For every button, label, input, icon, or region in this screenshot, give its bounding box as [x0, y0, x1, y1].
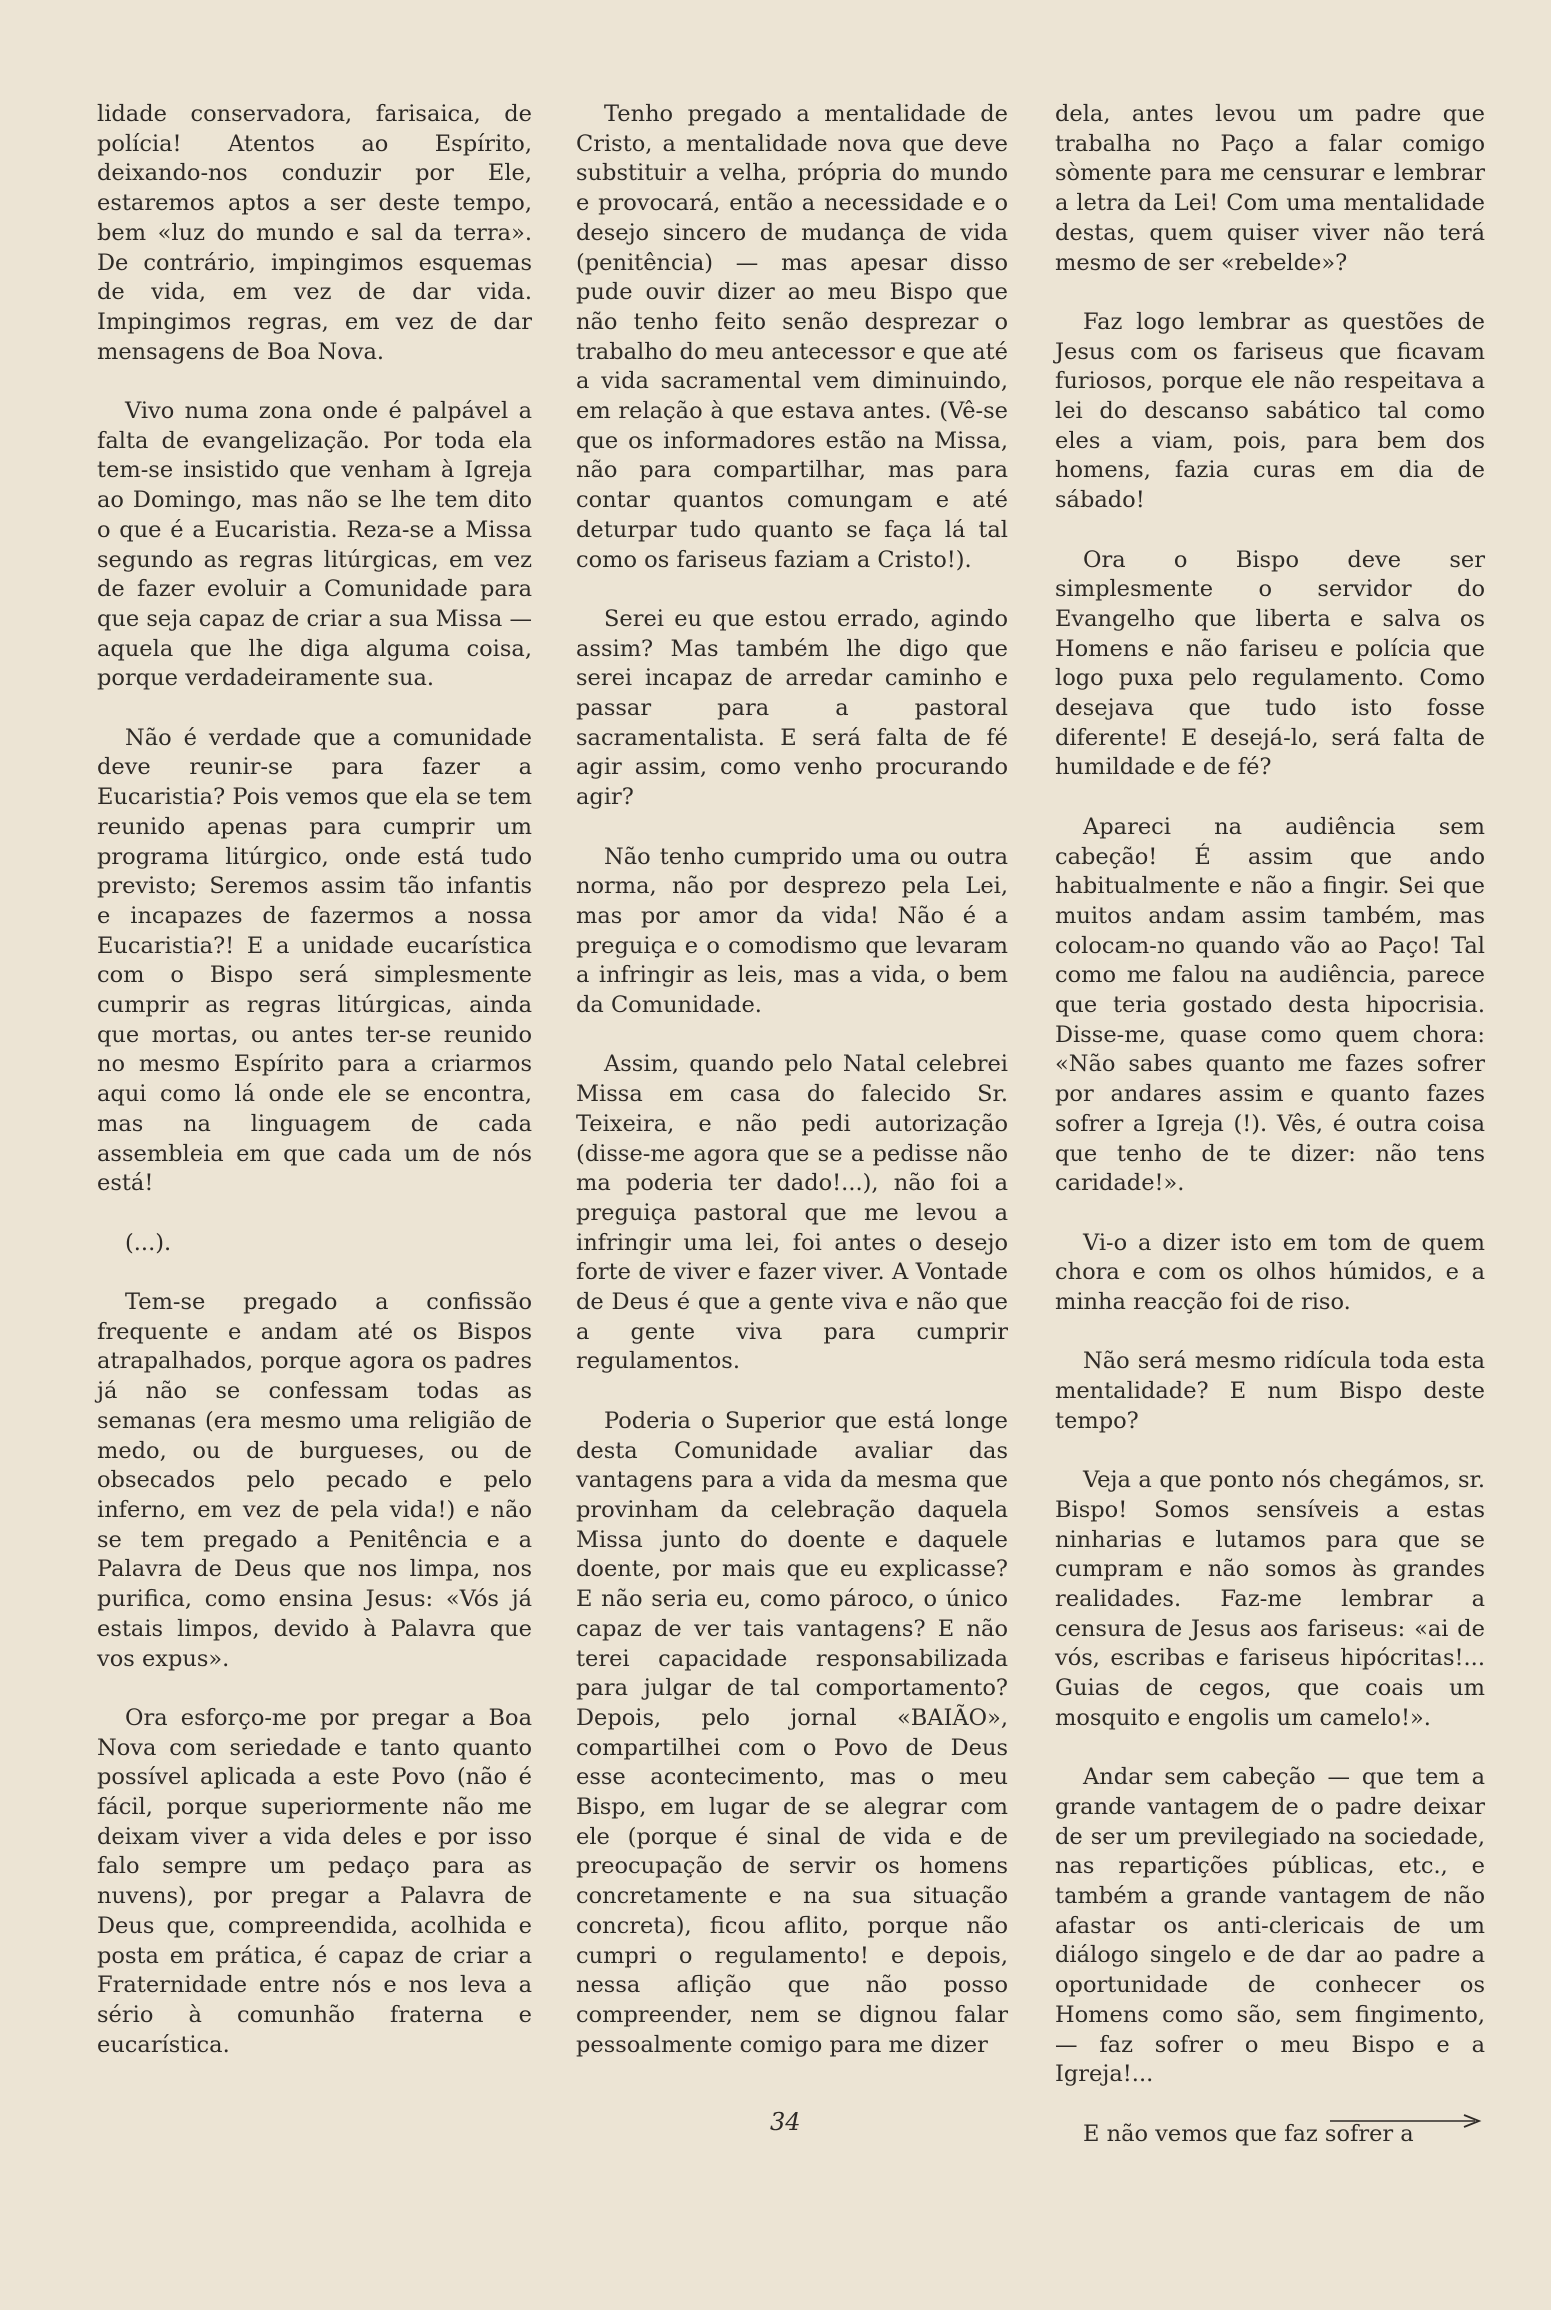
paragraph: Veja a que ponto nós chegámos, sr. Bispo! Somos sensíveis a estas ninharias e lutamos para que se cumpram e não somos às grandes realidades. Faz-me lembrar a censura de Jesus aos fariseus: «ai de vós, escribas e fariseus hipócritas!... Guias de cegos, que coais um mosquito e engolis um camelo!».: [1055, 1467, 1485, 1731]
paragraph: Serei eu que estou errado, agindo assim? Mas também lhe digo que serei incapaz de arredar caminho e passar para a pastoral sacramentalista. E será falta de fé agir assim, como venho procurando agir?: [576, 605, 1008, 811]
paragraph: Não tenho cumprido uma ou outra norma, não por desprezo pela Lei, mas por amor da vida! Não é a preguiça e o comodismo que levaram a infringir as leis, mas a vida, o bem da Comunidade.: [576, 843, 1008, 1019]
text-column-middle: [576, 100, 1008, 2090]
paragraph: Tem-se pregado a confissão frequente e andam até os Bispos atrapalhados, porque agora os padres já não se confessam todas as semanas (era mesmo uma religião de medo, ou de burgueses, ou de obsecados pelo pecado e pelo inferno, em vez de pela vida!) e não se tem pregado a Penitência e a Palavra de Deus que nos limpa, nos purifica, como ensina Jesus: «Vós já estais limpos, devido à Palavra que vos expus».: [97, 1289, 532, 1672]
paragraph: dela, antes levou um padre que trabalha no Paço a falar comigo sòmente para me censurar e lembrar a letra da Lei! Com uma mentalidade destas, quem quiser viver não terá mesmo de ser «rebelde»?: [1055, 101, 1485, 276]
paragraph: Poderia o Superior que está longe desta Comunidade avaliar das vantagens para a vida da mesma que provinham da celebração daquela Missa junto do doente e daquele doente, por mais que eu explicasse? E não seria eu, como pároco, o único capaz de ver tais vantagens? E não terei capacidade responsabilizada para julgar de tal comportamento? Depois, pelo jornal «BAIÃO», compartilhei com o Povo de Deus esse acontecimento, mas o meu Bispo, em lugar de se alegrar com ele (porque é sinal de vida e de preocupação de servir os homens concretamente e na sua situação concreta), ficou aflito, porque não cumpri o regulamento! e depois, nessa aflição que não posso compreender, nem se dignou falar pessoalmente comigo para me dizer: [576, 1407, 1008, 2058]
paragraph: Faz logo lembrar as questões de Jesus com os fariseus que ficavam furiosos, porque ele não respeitava a lei do descanso sabático tal como eles a viam, pois, para bem dos homens, fazia curas em dia de sábado!: [1055, 308, 1485, 514]
paragraph: Apareci na audiência sem cabeção! É assim que ando habitualmente e não a fingir. Sei que muitos andam assim também, mas colocam-no quando vão ao Paço! Tal como me falou na audiência, parece que teria gostado desta hipocrisia. Disse-me, quase como quem chora: «Não sabes quanto me fazes sofrer por andares assim e quanto fazes sofrer a Igreja (!). Vês, é outra coisa que tenho de te dizer: não tens caridade!».: [1055, 813, 1485, 1197]
page-number: 34: [770, 2108, 801, 2136]
text-column-left: [97, 100, 532, 2090]
paragraph: Não é verdade que a comunidade deve reunir-se para fazer a Eucaristia? Pois vemos que ela se tem reunido apenas para cumprir um programa litúrgico, onde está tudo previsto; Seremos assim tão infantis e incapazes de fazermos a nossa Eucaristia?! E a unidade eucarística com o Bispo será simplesmente cumprir as regras litúrgicas, ainda que mortas, ou antes ter-se reunido no mesmo Espírito para a criarmos aqui como lá onde ele se encontra, mas na linguagem de cada assembleia em que cada um de nós está!: [97, 724, 532, 1197]
paragraph: Assim, quando pelo Natal celebrei Missa em casa do falecido Sr. Teixeira, e não pedi autorização (disse-me agora que se a pedisse não ma poderia ter dado!...), não foi a preguiça pastoral que me levou a infringir uma lei, foi antes o desejo forte de viver e fazer viver. A Vontade de Deus é que a gente viva e não que a gente viva para cumprir regulamentos.: [576, 1051, 1008, 1375]
paragraph: E não vemos que faz sofrer a: [1083, 2120, 1414, 2147]
paragraph: Vivo numa zona onde é palpável a falta de evangelização. Por toda ela tem-se insistido que venham à Igreja ao Domingo, mas não se lhe tem dito o que é a Eucaristia. Reza-se a Missa segundo as regras litúrgicas, em vez de fazer evoluir a Comunidade para que seja capaz de criar a sua Missa — aquela que lhe diga alguma coisa, porque verdadeiramente sua.: [97, 398, 532, 692]
paragraph: Ora o Bispo deve ser simplesmente o servidor do Evangelho que liberta e salva os Homens e não fariseu e polícia que logo puxa pelo regulamento. Como desejava que tudo isto fosse diferente! E desejá-lo, será falta de humildade e de fé?: [1055, 546, 1485, 781]
paragraph: Ora esforço-me por pregar a Boa Nova com seriedade e tanto quanto possível aplicada a este Povo (não é fácil, porque superiormente não me deixam viver a vida deles e por isso falo sempre um pedaço para as nuvens), por pregar a Palavra de Deus que, compreendida, acolhida e posta em prática, é capaz de criar a Fraternidade entre nós e nos leva a sério à comunhão fraterna e eucarística.: [97, 1704, 532, 2058]
paragraph: Não será mesmo ridícula toda esta mentalidade? E num Bispo deste tempo?: [1055, 1348, 1485, 1434]
paragraph-ellipsis: (...).: [125, 1229, 172, 1256]
paragraph: Vi-o a dizer isto em tom de quem chora e com os olhos húmidos, e a minha reacção foi de riso.: [1055, 1229, 1485, 1316]
paragraph: Andar sem cabeção — que tem a grande vantagem de o padre deixar de ser um previlegiado na sociedade, nas repartições públicas, etc., e também a grande vantagem de não afastar os anti-clericais de um diálogo singelo e de dar ao padre a oportunidade de conhecer os Homens como são, sem fingimento, — faz sofrer o meu Bispo e a Igreja!...: [1055, 1764, 1485, 2088]
paragraph: lidade conservadora, farisaica, de polícia! Atentos ao Espírito, deixando-nos conduzir por Ele, estaremos aptos a ser deste tempo, bem «luz do mundo e sal da terra». De contrário, impingimos esquemas de vida, em vez de dar vida. Impingimos regras, em vez de dar mensagens de Boa Nova.: [97, 101, 532, 365]
text-column-right: [1055, 100, 1485, 2179]
paragraph: Tenho pregado a mentalidade de Cristo, a mentalidade nova que deve substituir a velha, própria do mundo e provocará, então a necessidade e o desejo sincero de mudança de vida (penitência) — mas apesar disso pude ouvir dizer ao meu Bispo que não tenho feito senão desprezar o trabalho do meu antecessor e que até a vida sacramental vem diminuindo, em relação à que estava antes. (Vê-se que os informadores estão na Missa, não para compartilhar, mas para contar quantos comungam e até deturpar tudo quanto se faça lá tal como os fariseus faziam a Cristo!).: [576, 101, 1008, 573]
continue-arrow-icon: [1330, 2110, 1485, 2132]
